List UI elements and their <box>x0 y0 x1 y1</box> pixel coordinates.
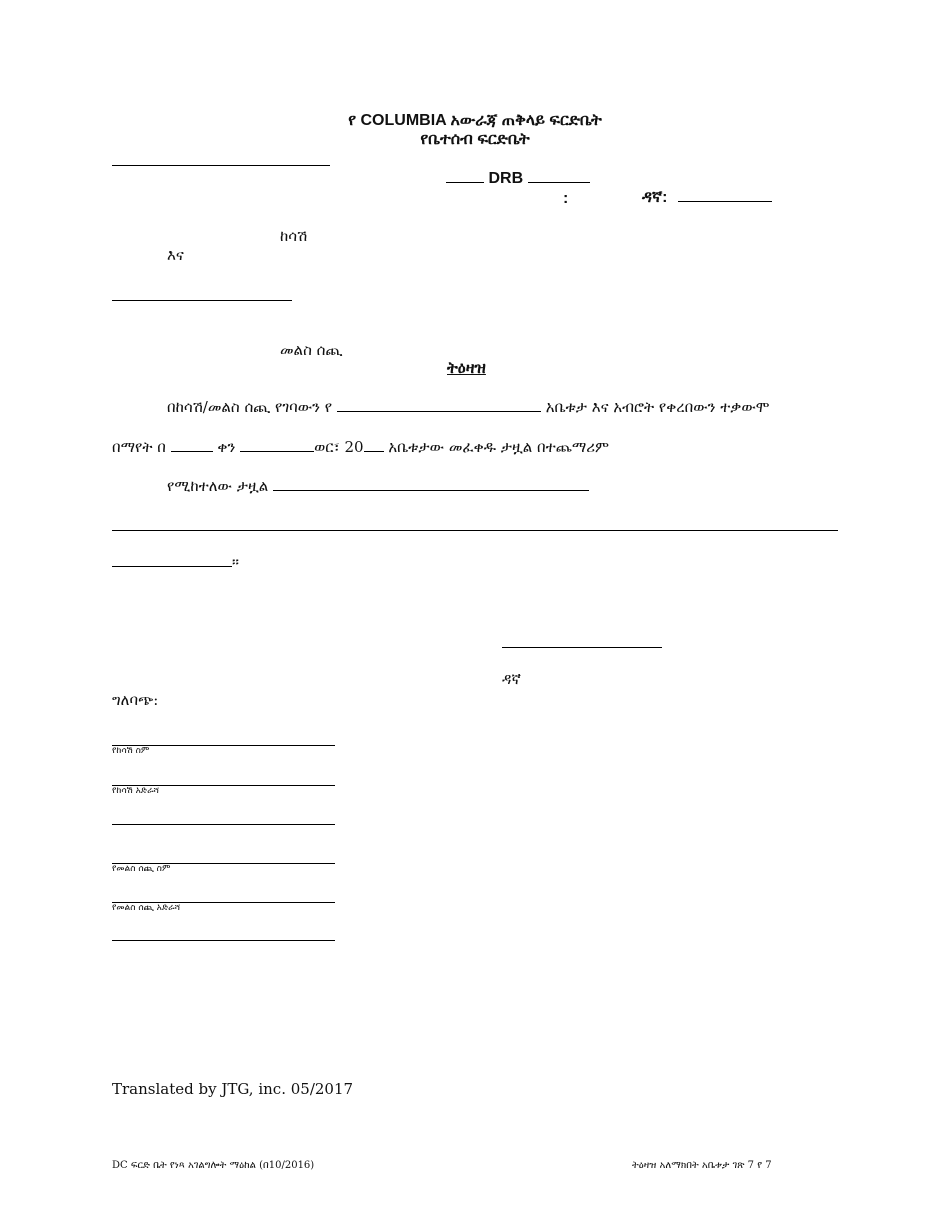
and-label: እና <box>167 246 184 264</box>
order-line-3 <box>167 477 589 495</box>
defendant-name-line <box>112 300 292 301</box>
copies-label: ግለባጭ: <box>112 691 159 709</box>
case-number-label: DRB <box>488 170 524 187</box>
judge-label: ዳኛ: <box>642 189 668 206</box>
plaintiff-address-caption: የከሳሽ አድራሻ <box>112 786 160 796</box>
party-name-line-top <box>112 165 330 166</box>
judge-signature-line <box>502 647 662 648</box>
order-line-3-text: የሚከተለው ታዟል <box>167 477 269 495</box>
judge-signature-label: ዳኛ <box>502 670 521 688</box>
order-line-2-c: ወር፣ 20 <box>314 438 364 456</box>
motion-type-blank <box>337 411 541 412</box>
footer-right: ትዕዛዝ አለማክበት አቤቱታ ገጽ 7 የ 7 <box>632 1160 772 1171</box>
order-line-2-d: አቤቱታው መፈቀዱ ታዟል በተጨማሪም <box>388 438 610 456</box>
order-end-blank <box>112 566 232 567</box>
plaintiff-address-line-2 <box>112 824 335 825</box>
year-blank <box>364 451 384 452</box>
order-line-1-start: በከሳሽ/መልስ ሰጪ የገባውን የ <box>167 398 333 416</box>
defendant-address-line-2 <box>112 940 335 941</box>
case-number-row <box>446 170 590 188</box>
judge-row <box>642 189 772 207</box>
order-end-row <box>112 553 239 571</box>
further-order-blank <box>273 490 589 491</box>
order-end-mark: ። <box>232 553 240 571</box>
order-line-1-end: አቤቱታ እና አብሮት የቀረበውን ተቃውሞ <box>545 398 770 416</box>
order-full-line <box>112 530 838 531</box>
order-line-2 <box>112 438 609 456</box>
defendant-name-caption: የመልስ ሰጪ ስም <box>112 864 171 874</box>
defendant-label: መልስ ሰጪ <box>280 341 343 359</box>
order-line-2-b: ቀን <box>217 438 236 456</box>
judge-name-blank <box>678 201 772 202</box>
plaintiff-name-caption: የከሳሽ ስም <box>112 746 150 756</box>
case-number-prefix-blank <box>446 182 484 183</box>
defendant-address-caption: የመልስ ሰጪ አድራሻ <box>112 903 181 913</box>
month-blank <box>240 451 314 452</box>
order-line-2-a: በማየት በ <box>112 438 166 456</box>
caption-colon: : <box>563 190 569 207</box>
court-name: የ COLUMBIA አውራጃ ጠቅላይ ፍርድቤት <box>348 112 602 129</box>
court-division: የቤተሰብ ፍርድቤት <box>420 131 530 148</box>
order-line-1 <box>167 398 770 416</box>
translation-note: Translated by JTG, inc. 05/2017 <box>112 1080 354 1098</box>
case-number-blank <box>528 182 590 183</box>
order-title: ትዕዛዝ <box>447 360 486 377</box>
day-blank <box>171 451 213 452</box>
plaintiff-label: ከሳሽ <box>280 227 308 245</box>
footer-left: DC ፍርድ ቤት የነጻ አገልግሎት ማዕከል (በ10/2016) <box>112 1160 315 1171</box>
